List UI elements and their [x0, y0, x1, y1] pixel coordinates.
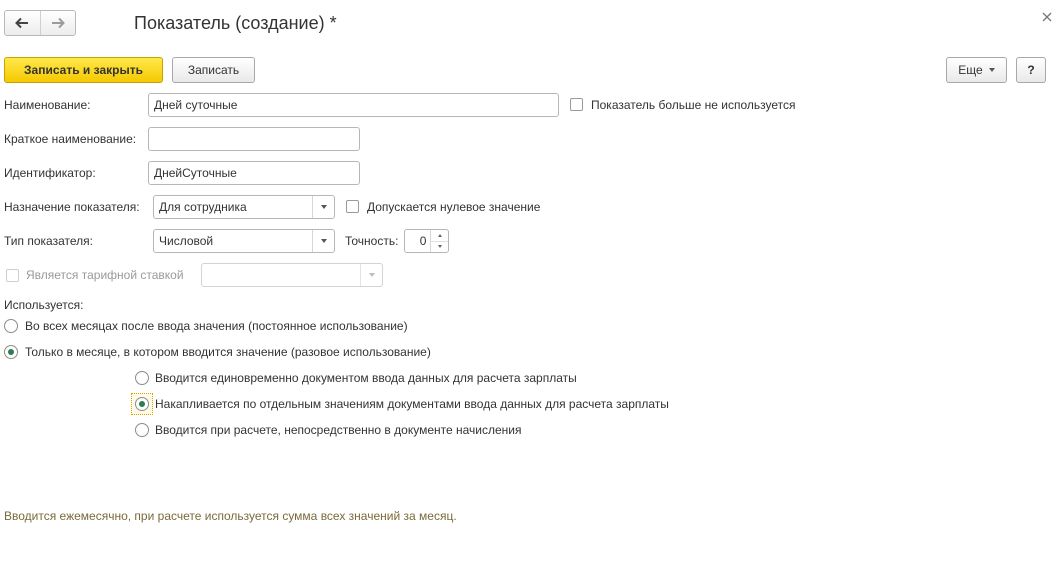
more-menu-button[interactable]: [946, 57, 1007, 83]
tariff-value: [202, 264, 360, 286]
short-name-field[interactable]: [148, 127, 360, 151]
arrow-left-icon: [15, 17, 29, 29]
not-used-checkbox[interactable]: [570, 98, 583, 111]
stepper-down-icon[interactable]: [431, 241, 448, 253]
type-select[interactable]: [153, 229, 335, 253]
sub-option-single-label: Вводится единовременно документом ввода данных для расчета зарплаты: [155, 371, 577, 385]
precision-label: Точность:: [345, 234, 399, 248]
identifier-field[interactable]: ДнейСуточные: [148, 161, 360, 185]
chevron-down-icon[interactable]: [312, 196, 334, 218]
close-icon[interactable]: [1040, 10, 1054, 24]
precision-stepper[interactable]: [404, 229, 449, 253]
name-label: Наименование:: [4, 98, 91, 112]
purpose-label: Назначение показателя:: [4, 200, 140, 214]
type-label: Тип показателя:: [4, 234, 93, 248]
stepper-up-icon[interactable]: [431, 230, 448, 241]
navigation-buttons: [4, 10, 76, 36]
name-field[interactable]: Дней суточные: [148, 93, 559, 117]
sub-option-accumulated-focus: [131, 393, 153, 415]
tariff-select[interactable]: [201, 263, 383, 287]
purpose-value: Для сотрудника: [159, 200, 247, 214]
sub-option-single-radio[interactable]: [135, 371, 149, 385]
tariff-label: Является тарифной ставкой: [26, 268, 184, 282]
usage-label: Используется:: [4, 298, 84, 312]
sub-option-calculation-radio[interactable]: [135, 423, 149, 437]
sub-option-accumulated-label: Накапливается по отдельным значениям документами ввода данных для расчета зарплаты: [155, 397, 669, 411]
not-used-label: Показатель больше не используется: [591, 98, 796, 112]
chevron-down-icon: [360, 264, 382, 286]
short-name-label: Краткое наименование:: [4, 132, 137, 146]
purpose-select[interactable]: [153, 195, 335, 219]
back-button[interactable]: [5, 11, 40, 35]
tariff-checkbox[interactable]: [6, 269, 19, 282]
forward-button[interactable]: [40, 11, 76, 35]
sub-option-calculation-label: Вводится при расчете, непосредственно в документе начисления: [155, 423, 522, 437]
usage-permanent-radio[interactable]: [4, 319, 18, 333]
arrow-right-icon: [51, 17, 65, 29]
type-value: Числовой: [159, 234, 214, 248]
usage-one-time-label: Только в месяце, в котором вводится значение (разовое использование): [25, 345, 431, 359]
sub-option-accumulated-radio[interactable]: [135, 397, 149, 411]
precision-value: 0: [419, 234, 427, 248]
zero-allowed-checkbox[interactable]: [346, 200, 359, 213]
help-button[interactable]: ?: [1016, 57, 1046, 83]
usage-one-time-radio[interactable]: [4, 345, 18, 359]
identifier-label: Идентификатор:: [4, 166, 96, 180]
chevron-down-icon: [989, 68, 995, 72]
write-button[interactable]: Записать: [172, 57, 255, 83]
stepper-buttons: [430, 230, 448, 252]
write-and-close-button[interactable]: Записать и закрыть: [4, 57, 163, 83]
usage-permanent-label: Во всех месяцах после ввода значения (постоянное использование): [25, 319, 408, 333]
chevron-down-icon[interactable]: [312, 230, 334, 252]
more-label: Еще: [958, 63, 983, 77]
usage-hint-text: Вводится ежемесячно, при расчете используется сумма всех значений за месяц.: [4, 509, 457, 523]
zero-allowed-label: Допускается нулевое значение: [367, 200, 541, 214]
window-title: Показатель (создание) *: [134, 13, 337, 33]
